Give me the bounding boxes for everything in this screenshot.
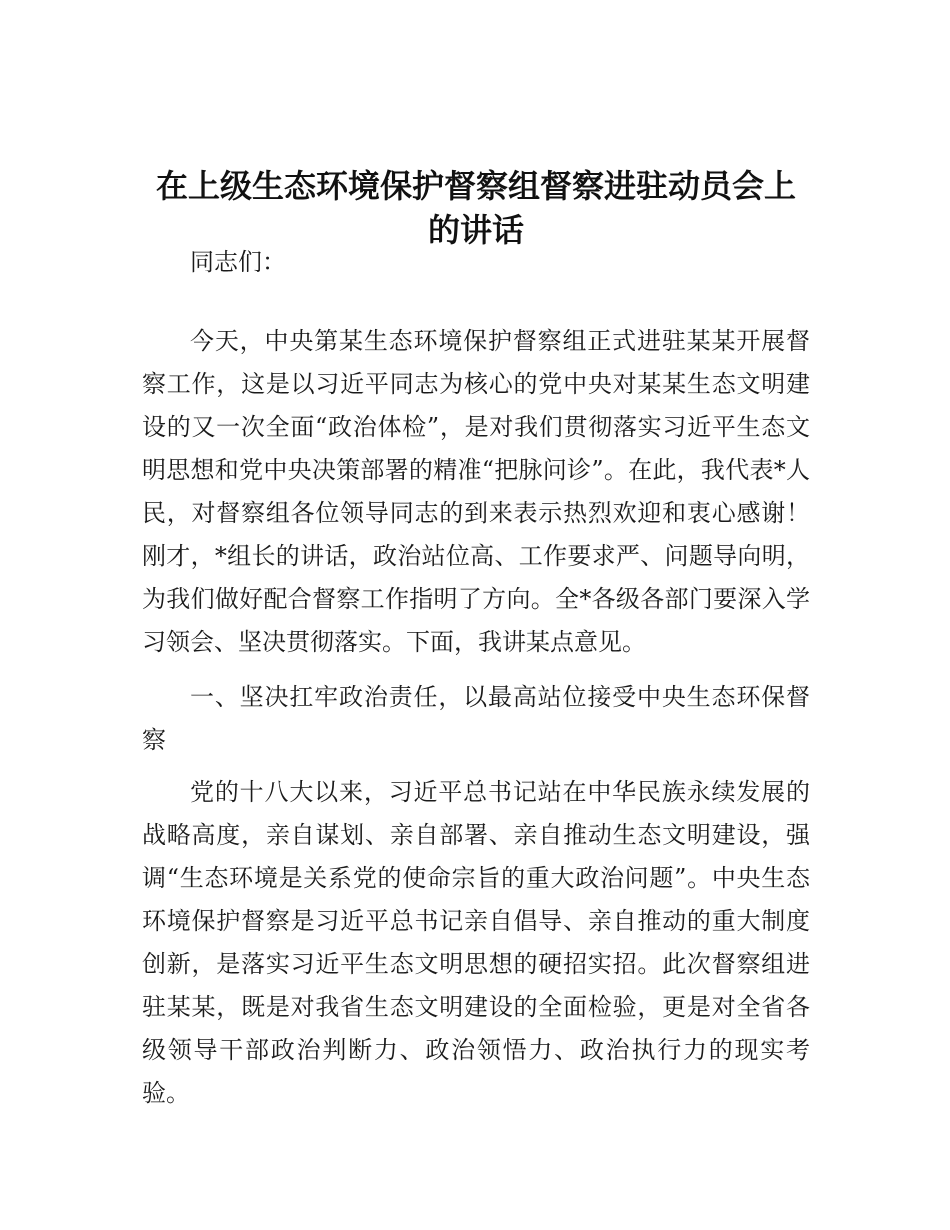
paragraph-intro: 今天，中央第某生态环境保护督察组正式进驻某某开展督察工作，这是以习近平同志为核心的党中央对某某生态文明建设的又一次全面“政治体检”，是对我们贯彻落实习近平生态文明思想和党中央决策部署的精准“把脉问诊”。在此，我代表*人民，对督察组各位领导同志的到来表示热烈欢迎和衷心感谢！刚才，*组长的讲话，政治站位高、工作要求严、问题导向明，为我们做好配合督察工作指明了方向。全*各级各部门要深入学习领会、坚决贯彻落实。下面，我讲某点意见。	[142, 327, 810, 656]
paragraph-section-1: 党的十八大以来，习近平总书记站在中华民族永续发展的战略高度，亲自谋划、亲自部署、亲自推动生态文明建设，强调“生态环境是关系党的使命宗旨的重大政治问题”。中央生态环境保护督察是习近平总书记亲自倡导、亲自推动的重大制度创新，是落实习近平生态文明思想的硬招实招。此次督察组进驻某某，既是对我省生态文明建设的全面检验，更是对全省各级领导干部政治判断力、政治领悟力、政治执行力的现实考验。	[142, 778, 810, 1107]
document-title: 在上级生态环境保护督察组督察进驻动员会上的讲话	[155, 167, 796, 249]
greeting: 同志们：	[190, 248, 286, 276]
section-heading-1: 一、坚决扛牢政治责任，以最高站位接受中央生态环保督察	[142, 683, 810, 754]
